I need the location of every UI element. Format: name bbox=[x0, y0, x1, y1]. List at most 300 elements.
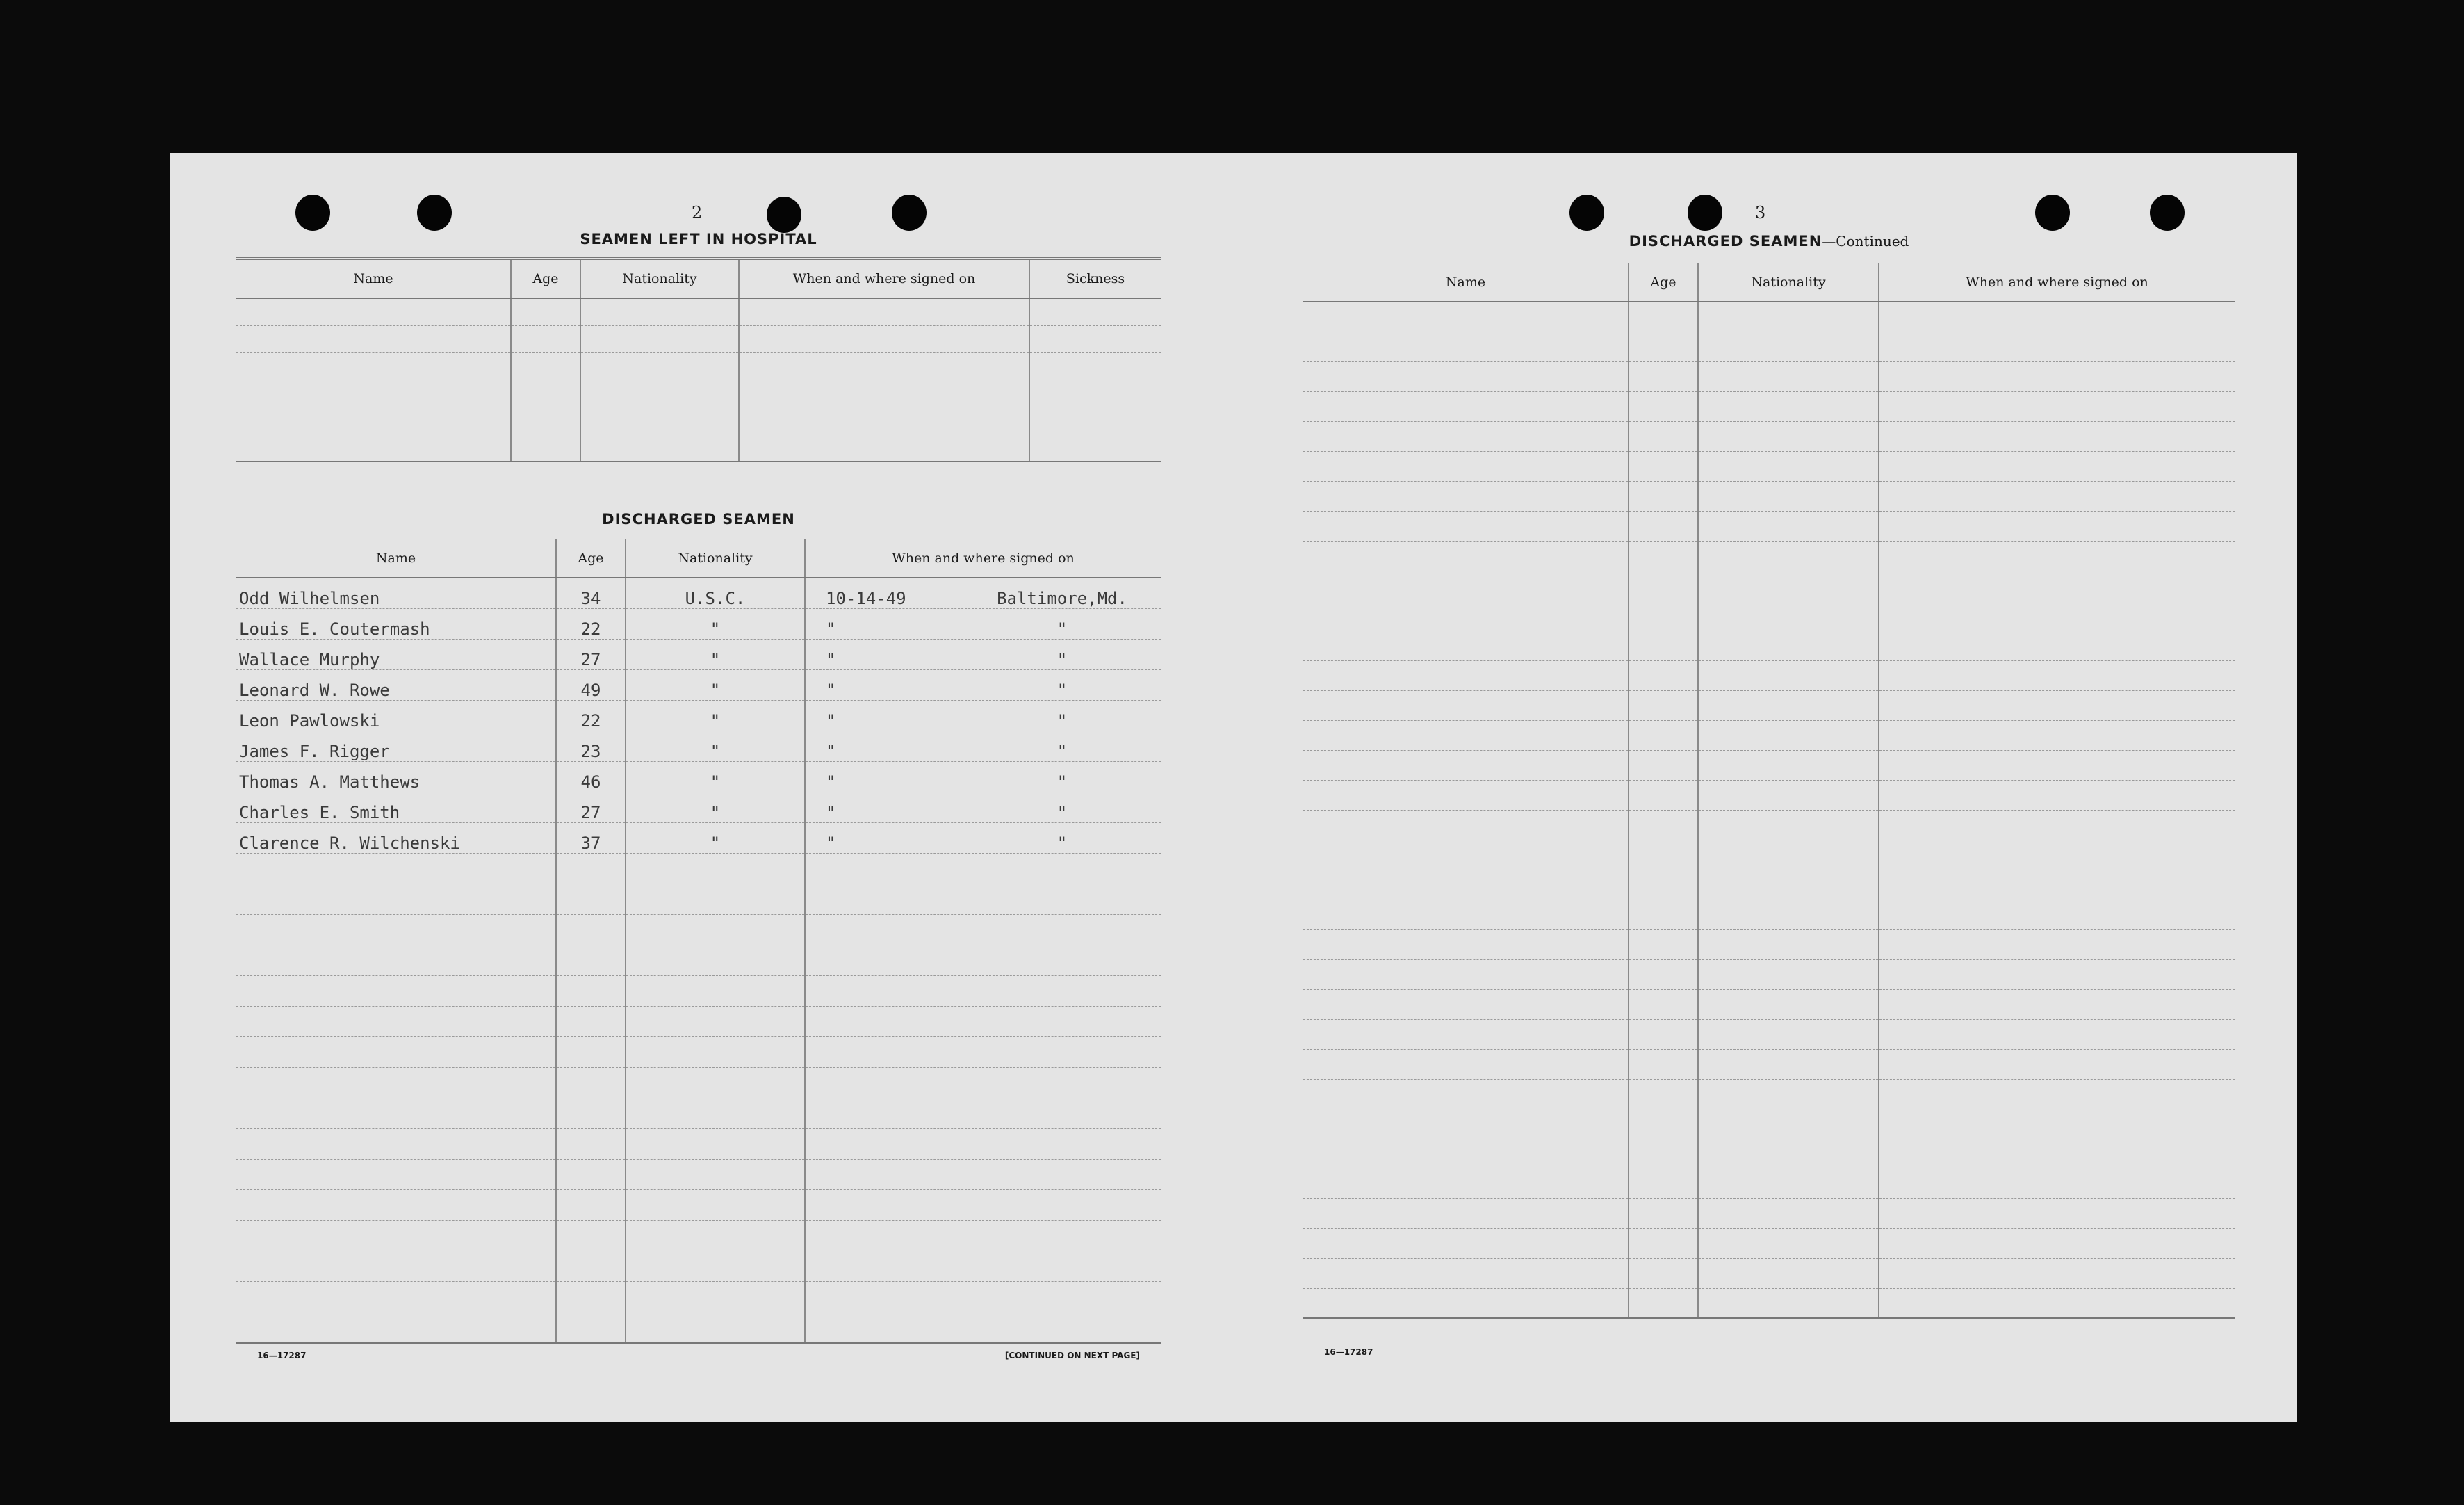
seaman-signed-on bbox=[805, 884, 1161, 915]
signed-on-place: " bbox=[1056, 742, 1068, 761]
seaman-nationality bbox=[626, 1312, 805, 1344]
table-cell bbox=[1698, 302, 1879, 332]
seaman-nationality bbox=[626, 1129, 805, 1160]
seaman-age bbox=[556, 1098, 626, 1129]
table-cell bbox=[1879, 780, 2235, 810]
table-cell bbox=[1879, 451, 2235, 481]
table-row bbox=[1303, 660, 2235, 690]
table-cell bbox=[1303, 690, 1629, 720]
column-header: Name bbox=[236, 259, 511, 298]
seaman-name bbox=[236, 1098, 556, 1129]
continued-section-title bbox=[1303, 233, 2235, 250]
table-row bbox=[236, 1129, 1161, 1160]
seaman-signed-on bbox=[805, 762, 1161, 792]
signed-on-place: Baltimore,Md. bbox=[997, 589, 1127, 608]
table-cell bbox=[1879, 332, 2235, 361]
table-cell bbox=[1629, 421, 1698, 451]
table-row bbox=[236, 353, 1161, 380]
seaman-signed-on bbox=[805, 578, 1161, 609]
seaman-age bbox=[556, 1068, 626, 1098]
table-cell bbox=[1629, 1228, 1698, 1258]
table-cell bbox=[1303, 900, 1629, 929]
table-cell bbox=[1629, 810, 1698, 840]
table-cell bbox=[1879, 1079, 2235, 1109]
table-row bbox=[1303, 481, 2235, 511]
section-title-main: DISCHARGED SEAMEN bbox=[1629, 233, 1822, 250]
continued-note: [CONTINUED ON NEXT PAGE] bbox=[1004, 1351, 1140, 1360]
seaman-age: 49 bbox=[556, 670, 626, 701]
table-cell bbox=[1303, 1228, 1629, 1258]
seaman-nationality bbox=[626, 1160, 805, 1190]
table-cell bbox=[1879, 690, 2235, 720]
table-cell bbox=[1629, 929, 1698, 959]
table-row bbox=[1303, 631, 2235, 660]
seaman-nationality bbox=[626, 976, 805, 1007]
table-cell bbox=[1303, 391, 1629, 421]
table-cell bbox=[1303, 571, 1629, 601]
table-cell bbox=[1698, 1258, 1879, 1288]
table-cell bbox=[1303, 959, 1629, 989]
table-row bbox=[1303, 1288, 2235, 1318]
table-cell bbox=[1698, 601, 1879, 631]
table-row bbox=[236, 1282, 1161, 1312]
table-row bbox=[236, 1251, 1161, 1282]
table-cell bbox=[1879, 1019, 2235, 1049]
table-row bbox=[1303, 959, 2235, 989]
seaman-nationality bbox=[626, 915, 805, 945]
seaman-nationality: " bbox=[626, 731, 805, 762]
table-cell bbox=[1698, 1169, 1879, 1198]
seaman-nationality bbox=[626, 1221, 805, 1251]
table-row bbox=[236, 326, 1161, 353]
table-cell bbox=[1698, 481, 1879, 511]
table-row bbox=[1303, 690, 2235, 720]
table-cell bbox=[1879, 1198, 2235, 1228]
table-cell bbox=[1629, 1049, 1698, 1079]
table-cell bbox=[1629, 690, 1698, 720]
hospital-section-title: SEAMEN LEFT IN HOSPITAL bbox=[580, 231, 817, 247]
discharged-section-title: DISCHARGED SEAMEN bbox=[602, 511, 795, 528]
table-row bbox=[236, 640, 1161, 670]
table-cell bbox=[1303, 332, 1629, 361]
table-row bbox=[236, 1312, 1161, 1344]
table-cell bbox=[1303, 361, 1629, 391]
table-row bbox=[236, 1160, 1161, 1190]
table-cell bbox=[1879, 302, 2235, 332]
seaman-nationality bbox=[626, 854, 805, 884]
column-header: When and where signed on bbox=[1879, 262, 2235, 302]
table-cell bbox=[1879, 840, 2235, 870]
table-cell bbox=[1303, 929, 1629, 959]
table-row bbox=[1303, 929, 2235, 959]
table-row bbox=[1303, 1169, 2235, 1198]
seaman-age bbox=[556, 915, 626, 945]
signed-on-place: " bbox=[1056, 619, 1068, 639]
table-cell bbox=[1303, 1109, 1629, 1139]
table-row bbox=[236, 1098, 1161, 1129]
signed-on-date: " bbox=[826, 833, 836, 853]
left-page bbox=[236, 153, 1161, 1422]
seaman-age: 22 bbox=[556, 609, 626, 640]
column-header: When and where signed on bbox=[805, 538, 1161, 578]
table-row bbox=[1303, 541, 2235, 571]
table-cell bbox=[1629, 1079, 1698, 1109]
seaman-nationality: " bbox=[626, 823, 805, 854]
table-cell bbox=[1879, 1228, 2235, 1258]
table-cell bbox=[1303, 1288, 1629, 1318]
seaman-age bbox=[556, 1007, 626, 1037]
table-cell bbox=[1629, 332, 1698, 361]
table-cell bbox=[1698, 989, 1879, 1019]
table-row bbox=[1303, 511, 2235, 541]
signed-on-date: " bbox=[826, 619, 836, 639]
seaman-name bbox=[236, 1221, 556, 1251]
table-cell bbox=[1698, 660, 1879, 690]
seaman-name: James F. Rigger bbox=[236, 731, 556, 762]
section-title-suffix: —Continued bbox=[1822, 233, 1909, 250]
table-cell bbox=[1629, 660, 1698, 690]
seaman-signed-on bbox=[805, 1160, 1161, 1190]
seaman-nationality bbox=[626, 945, 805, 976]
column-header: Age bbox=[1629, 262, 1698, 302]
table-cell bbox=[1629, 571, 1698, 601]
hospital-table bbox=[236, 257, 1161, 462]
table-cell bbox=[1879, 631, 2235, 660]
column-header: Nationality bbox=[626, 538, 805, 578]
table-cell bbox=[1629, 1019, 1698, 1049]
table-cell bbox=[1698, 1049, 1879, 1079]
seaman-age: 23 bbox=[556, 731, 626, 762]
seaman-nationality bbox=[626, 884, 805, 915]
table-cell bbox=[1698, 690, 1879, 720]
seaman-age bbox=[556, 945, 626, 976]
seaman-signed-on bbox=[805, 731, 1161, 762]
seaman-nationality bbox=[626, 1098, 805, 1129]
table-cell bbox=[1303, 511, 1629, 541]
table-cell bbox=[1303, 720, 1629, 750]
table-row bbox=[1303, 1109, 2235, 1139]
signed-on-date: " bbox=[826, 803, 836, 822]
table-cell bbox=[1303, 780, 1629, 810]
table-row bbox=[236, 915, 1161, 945]
table-row bbox=[1303, 1198, 2235, 1228]
table-row bbox=[236, 609, 1161, 640]
table-row bbox=[1303, 720, 2235, 750]
seaman-age: 22 bbox=[556, 701, 626, 731]
table-cell bbox=[1879, 810, 2235, 840]
seaman-age bbox=[556, 976, 626, 1007]
seaman-signed-on bbox=[805, 1251, 1161, 1282]
table-row bbox=[1303, 870, 2235, 900]
continued-table bbox=[1303, 261, 2235, 1319]
table-row bbox=[236, 578, 1161, 609]
table-row bbox=[1303, 391, 2235, 421]
seaman-signed-on bbox=[805, 1007, 1161, 1037]
table-cell bbox=[1629, 1288, 1698, 1318]
table-cell bbox=[1303, 750, 1629, 780]
seaman-signed-on bbox=[805, 1312, 1161, 1344]
table-cell bbox=[1879, 1049, 2235, 1079]
seaman-name: Charles E. Smith bbox=[236, 792, 556, 823]
seaman-age bbox=[556, 1221, 626, 1251]
seaman-signed-on bbox=[805, 792, 1161, 823]
table-cell bbox=[1629, 361, 1698, 391]
seaman-signed-on bbox=[805, 640, 1161, 670]
table-cell bbox=[1698, 1019, 1879, 1049]
seaman-signed-on bbox=[805, 1098, 1161, 1129]
seaman-name: Leonard W. Rowe bbox=[236, 670, 556, 701]
table-cell bbox=[1879, 481, 2235, 511]
table-cell bbox=[1698, 1109, 1879, 1139]
table-row bbox=[1303, 302, 2235, 332]
table-cell bbox=[1303, 1198, 1629, 1228]
seaman-name bbox=[236, 1068, 556, 1098]
table-cell bbox=[1879, 391, 2235, 421]
table-cell bbox=[1879, 1258, 2235, 1288]
table-cell bbox=[1698, 631, 1879, 660]
table-cell bbox=[1879, 361, 2235, 391]
table-row bbox=[1303, 989, 2235, 1019]
table-cell bbox=[1879, 1169, 2235, 1198]
table-row bbox=[236, 434, 1161, 462]
table-cell bbox=[1303, 810, 1629, 840]
column-header: Age bbox=[556, 538, 626, 578]
table-row bbox=[236, 1221, 1161, 1251]
seaman-nationality: " bbox=[626, 701, 805, 731]
seaman-age bbox=[556, 1129, 626, 1160]
signed-on-date: " bbox=[826, 650, 836, 669]
seaman-name bbox=[236, 1190, 556, 1221]
seaman-age: 46 bbox=[556, 762, 626, 792]
right-page bbox=[1303, 153, 2235, 1422]
seaman-nationality bbox=[626, 1037, 805, 1068]
table-cell bbox=[1629, 989, 1698, 1019]
table-cell bbox=[1698, 1288, 1879, 1318]
table-row bbox=[236, 945, 1161, 976]
signed-on-place: " bbox=[1056, 650, 1068, 669]
table-row bbox=[1303, 1079, 2235, 1109]
table-row bbox=[1303, 421, 2235, 451]
signed-on-place: " bbox=[1056, 681, 1068, 700]
table-row bbox=[1303, 601, 2235, 631]
table-cell bbox=[1879, 989, 2235, 1019]
table-cell bbox=[1629, 391, 1698, 421]
table-cell bbox=[1698, 1139, 1879, 1169]
table-cell bbox=[1629, 302, 1698, 332]
seaman-name bbox=[236, 915, 556, 945]
table-cell bbox=[1698, 810, 1879, 840]
table-row bbox=[1303, 840, 2235, 870]
seaman-signed-on bbox=[805, 823, 1161, 854]
seaman-name: Clarence R. Wilchenski bbox=[236, 823, 556, 854]
table-row bbox=[236, 701, 1161, 731]
column-header: Name bbox=[236, 538, 556, 578]
table-cell bbox=[1629, 870, 1698, 900]
seaman-nationality: " bbox=[626, 792, 805, 823]
table-cell bbox=[1303, 631, 1629, 660]
table-row bbox=[236, 731, 1161, 762]
seaman-signed-on bbox=[805, 1221, 1161, 1251]
table-cell bbox=[1303, 421, 1629, 451]
table-cell bbox=[1879, 720, 2235, 750]
column-header: Sickness bbox=[1029, 259, 1161, 298]
form-number: 16—17287 bbox=[257, 1351, 307, 1360]
seaman-signed-on bbox=[805, 1190, 1161, 1221]
seaman-name: Thomas A. Matthews bbox=[236, 762, 556, 792]
table-cell bbox=[1303, 302, 1629, 332]
table-cell bbox=[1879, 870, 2235, 900]
table-cell bbox=[1879, 511, 2235, 541]
table-cell bbox=[1698, 840, 1879, 870]
seaman-nationality: " bbox=[626, 609, 805, 640]
table-row bbox=[236, 380, 1161, 407]
table-cell bbox=[1303, 1258, 1629, 1288]
signed-on-date: " bbox=[826, 711, 836, 731]
table-cell bbox=[1303, 481, 1629, 511]
table-cell bbox=[1698, 1198, 1879, 1228]
seaman-name: Wallace Murphy bbox=[236, 640, 556, 670]
seaman-age bbox=[556, 1312, 626, 1344]
table-row bbox=[1303, 1139, 2235, 1169]
table-cell bbox=[1698, 332, 1879, 361]
table-cell bbox=[1879, 541, 2235, 571]
table-row bbox=[1303, 780, 2235, 810]
seaman-name bbox=[236, 884, 556, 915]
table-cell bbox=[1629, 959, 1698, 989]
table-cell bbox=[1629, 1258, 1698, 1288]
seaman-name bbox=[236, 1129, 556, 1160]
column-header: Name bbox=[1303, 262, 1629, 302]
table-cell bbox=[1698, 780, 1879, 810]
table-cell bbox=[1879, 1139, 2235, 1169]
seaman-nationality bbox=[626, 1190, 805, 1221]
seaman-nationality: " bbox=[626, 762, 805, 792]
table-row bbox=[1303, 332, 2235, 361]
seaman-nationality bbox=[626, 1282, 805, 1312]
table-cell bbox=[1879, 571, 2235, 601]
signed-on-date: " bbox=[826, 772, 836, 792]
table-cell bbox=[1698, 511, 1879, 541]
table-row bbox=[236, 823, 1161, 854]
seaman-age bbox=[556, 1037, 626, 1068]
table-row bbox=[236, 1190, 1161, 1221]
table-cell bbox=[1629, 1139, 1698, 1169]
signed-on-date: 10-14-49 bbox=[826, 589, 906, 608]
table-cell bbox=[1629, 720, 1698, 750]
table-row bbox=[236, 762, 1161, 792]
seaman-signed-on bbox=[805, 915, 1161, 945]
seaman-name bbox=[236, 854, 556, 884]
seaman-name bbox=[236, 1312, 556, 1344]
seaman-age bbox=[556, 1160, 626, 1190]
seaman-nationality bbox=[626, 1251, 805, 1282]
table-row bbox=[236, 1007, 1161, 1037]
table-cell bbox=[1303, 1169, 1629, 1198]
table-cell bbox=[1879, 900, 2235, 929]
table-row bbox=[236, 298, 1161, 326]
table-cell bbox=[1879, 750, 2235, 780]
table-cell bbox=[1303, 601, 1629, 631]
table-row bbox=[236, 407, 1161, 434]
table-cell bbox=[1698, 959, 1879, 989]
seaman-nationality: " bbox=[626, 640, 805, 670]
column-header: Age bbox=[511, 259, 580, 298]
table-row bbox=[236, 976, 1161, 1007]
seaman-nationality: U.S.C. bbox=[626, 578, 805, 609]
table-cell bbox=[1698, 541, 1879, 571]
table-row bbox=[236, 792, 1161, 823]
seaman-name bbox=[236, 1282, 556, 1312]
table-row bbox=[1303, 361, 2235, 391]
table-cell bbox=[1698, 1228, 1879, 1258]
table-cell bbox=[1303, 541, 1629, 571]
seaman-age bbox=[556, 884, 626, 915]
column-header: Nationality bbox=[1698, 262, 1879, 302]
table-cell bbox=[1303, 840, 1629, 870]
seaman-signed-on bbox=[805, 1282, 1161, 1312]
table-row bbox=[236, 884, 1161, 915]
table-row bbox=[1303, 451, 2235, 481]
table-row bbox=[1303, 900, 2235, 929]
table-cell bbox=[1698, 1079, 1879, 1109]
table-cell bbox=[1629, 451, 1698, 481]
seaman-age: 37 bbox=[556, 823, 626, 854]
table-cell bbox=[1303, 1019, 1629, 1049]
seaman-nationality bbox=[626, 1068, 805, 1098]
table-cell bbox=[1629, 1109, 1698, 1139]
seaman-name bbox=[236, 945, 556, 976]
table-cell bbox=[1629, 601, 1698, 631]
seaman-name: Odd Wilhelmsen bbox=[236, 578, 556, 609]
signed-on-place: " bbox=[1056, 711, 1068, 731]
page-number: 3 bbox=[1755, 203, 1766, 222]
seaman-name bbox=[236, 976, 556, 1007]
seaman-signed-on bbox=[805, 701, 1161, 731]
seaman-age: 34 bbox=[556, 578, 626, 609]
seaman-name bbox=[236, 1160, 556, 1190]
ledger-sheet bbox=[170, 153, 2297, 1422]
table-row bbox=[236, 1068, 1161, 1098]
signed-on-date: " bbox=[826, 742, 836, 761]
table-cell bbox=[1629, 541, 1698, 571]
column-header: When and where signed on bbox=[739, 259, 1029, 298]
table-cell bbox=[1629, 780, 1698, 810]
seaman-signed-on bbox=[805, 945, 1161, 976]
seaman-signed-on bbox=[805, 1037, 1161, 1068]
table-row bbox=[236, 854, 1161, 884]
seaman-age bbox=[556, 1190, 626, 1221]
signed-on-place: " bbox=[1056, 803, 1068, 822]
table-row bbox=[1303, 1049, 2235, 1079]
table-row bbox=[1303, 750, 2235, 780]
seaman-name bbox=[236, 1007, 556, 1037]
table-cell bbox=[1303, 1049, 1629, 1079]
seaman-age bbox=[556, 1251, 626, 1282]
table-cell bbox=[1879, 421, 2235, 451]
seaman-signed-on bbox=[805, 976, 1161, 1007]
table-row bbox=[1303, 810, 2235, 840]
table-cell bbox=[1698, 391, 1879, 421]
column-header: Nationality bbox=[580, 259, 739, 298]
discharged-table bbox=[236, 537, 1161, 1344]
seaman-signed-on bbox=[805, 670, 1161, 701]
table-cell bbox=[1629, 750, 1698, 780]
table-cell bbox=[1879, 601, 2235, 631]
seaman-name: Leon Pawlowski bbox=[236, 701, 556, 731]
table-cell bbox=[1303, 451, 1629, 481]
table-row bbox=[1303, 1228, 2235, 1258]
table-cell bbox=[1698, 870, 1879, 900]
